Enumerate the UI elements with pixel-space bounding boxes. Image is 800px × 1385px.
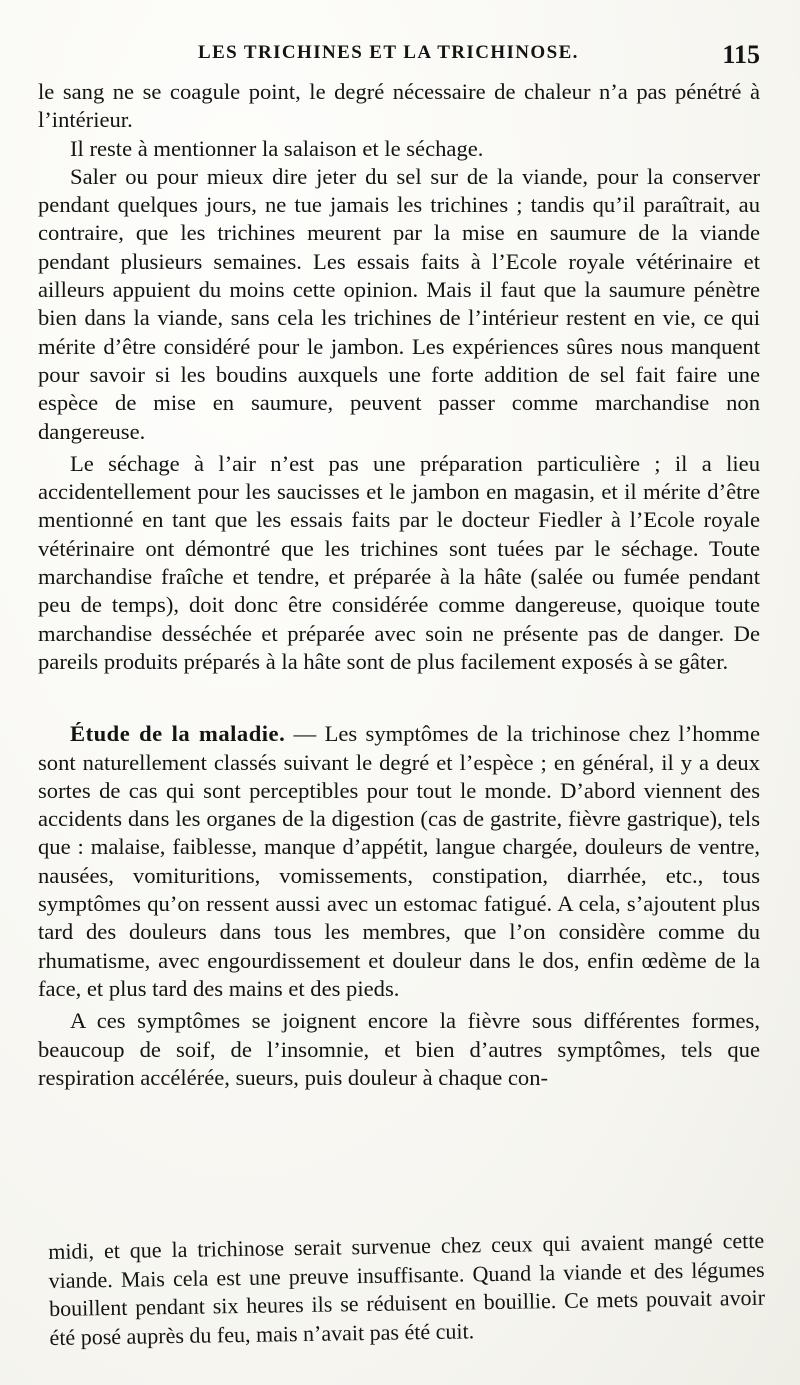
paragraph-6: A ces symptômes se joignent encore la fièvre sous différentes formes, beaucoup de soif, de l’insomnie, et bien d’autres symptômes, tels que respiration accélérée, sueurs, puis douleur à chaque con- bbox=[38, 1008, 760, 1090]
paragraph-5-text: — Les symptômes de la trichinose chez l’homme sont naturellement classés suivant le degré et l’espèce ; en général, il y a deux sortes de cas qui sont perceptibles pour tout le monde. D’abord viennent des accidents dans les organes de la digestion (cas de gastrite, fièvre gastrique), tels que : malaise, faiblesse, manque d’appétit, langue chargée, douleurs de ventre, nausées, vomituritions, vomissements, constipation, diarrhée, etc., tous symptômes qu’on ressent aussi avec un estomac fatigué. A cela, s’ajoutent plus tard des douleurs dans tous les membres, que l’on considère comme du rhumatisme, avec engourdissement et douleur dans le dos, enfin œdème de la face, et plus tard des mains et des pieds. bbox=[38, 721, 760, 1001]
paragraph-4: Le séchage à l’air n’est pas une préparation particulière ; il a lieu accidentellement pour les saucisses et le jambon en magasin, et il mérite d’être mentionné en tant que les essais faits par le docteur Fiedler à l’Ecole royale vétérinaire ont démontré que les trichines sont tuées par le séchage. Toute marchandise fraîche et tendre, et préparée à la hâte (salée ou fumée pendant peu de temps), doit donc être considérée comme dangereuse, quoique toute marchandise desséchée et préparée avec soin ne présente pas de danger. De pareils produits préparés à la hâte sont de plus facilement exposés à se gâter. bbox=[38, 450, 760, 674]
paragraph-7: midi, et que la trichinose serait survenue chez ceux qui avaient mangé cette viande. Mais cela est une preuve insuffisante. Quand la viande et des légumes bouillent pendant six heures ils se réduisent en bouillie. Ce mets pouvait avoir été posé auprès du feu, mais n’avait pas été cuit. bbox=[48, 1227, 766, 1350]
page-header bbox=[38, 36, 760, 76]
paragraph-2: Il reste à mentionner la salaison et le séchage. bbox=[70, 135, 484, 161]
section-heading: Étude de la maladie. bbox=[70, 721, 286, 747]
running-title: LES TRICHINES ET LA TRICHINOSE. bbox=[198, 42, 579, 63]
paragraph-1: le sang ne se coagule point, le degré nécessaire de chaleur n’a pas pénétré à l’intérieur. bbox=[38, 79, 760, 133]
paragraph-3: Saler ou pour mieux dire jeter du sel sur de la viande, pour la conserver pendant quelques jours, ne tue jamais les trichines ; tandis qu’il paraîtrait, au contraire, que les trichines meurent par la mise en saumure de la viande pendant plusieurs semaines. Les essais faits à l’Ecole royale vétérinaire et ailleurs appuient du moins cette opinion. Mais il faut que la saumure pénètre bien dans la viande, sans cela les trichines de l’intérieur restent en vie, ce qui mérite d’être considéré pour le jambon. Les expériences sûres nous manquent pour savoir si les boudins auxquels une forte addition de sel fait faire une espèce de mise en saumure, peuvent passer comme marchandise non dangereuse. bbox=[38, 163, 760, 444]
paragraph-5 bbox=[38, 720, 760, 1003]
main-text bbox=[38, 78, 760, 1092]
page-number: 115 bbox=[722, 40, 760, 69]
overlaid-text-block bbox=[48, 1227, 766, 1353]
